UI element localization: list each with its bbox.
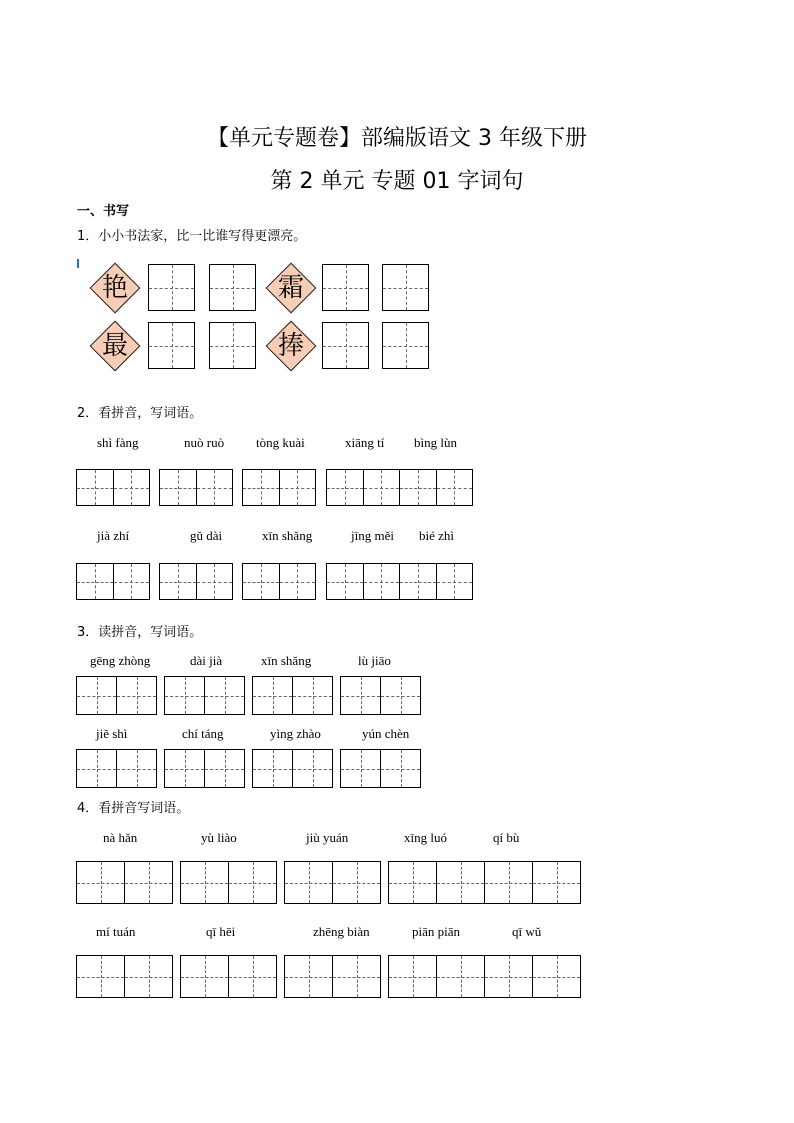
pinyin-label: dài jià	[190, 653, 223, 668]
writing-box[interactable]	[180, 955, 277, 998]
writing-box[interactable]	[159, 563, 233, 600]
model-char: 最	[101, 331, 128, 361]
model-char: 捧	[277, 331, 304, 361]
writing-box[interactable]	[242, 469, 316, 506]
writing-box[interactable]	[326, 563, 473, 600]
q3-prompt: 3．读拼音，写词语。	[77, 625, 203, 640]
writing-box[interactable]	[322, 322, 369, 369]
pinyin-label: bié zhì	[419, 528, 455, 543]
pinyin-label: piān piān	[412, 924, 461, 939]
model-char: 艳	[101, 273, 128, 303]
text-cursor	[77, 259, 79, 268]
writing-box[interactable]	[382, 322, 429, 369]
pinyin-label: xīn shǎng	[262, 528, 313, 543]
writing-box[interactable]	[148, 322, 195, 369]
writing-box[interactable]	[326, 469, 473, 506]
writing-box[interactable]	[388, 861, 581, 904]
writing-box[interactable]	[76, 861, 173, 904]
writing-box[interactable]	[159, 469, 233, 506]
writing-box[interactable]	[388, 955, 581, 998]
writing-box[interactable]	[242, 563, 316, 600]
pinyin-label: xīn shǎng	[261, 653, 312, 668]
pinyin-label: gēng zhòng	[90, 653, 151, 668]
writing-box[interactable]	[148, 264, 195, 311]
pinyin-label: shì fàng	[97, 435, 139, 450]
pinyin-label: yìng zhào	[270, 726, 321, 741]
pinyin-label: jīng měi	[351, 528, 394, 543]
writing-box[interactable]	[340, 749, 421, 788]
pinyin-label: yù liào	[201, 830, 237, 845]
pinyin-label: nuò ruò	[184, 435, 225, 450]
writing-box[interactable]	[322, 264, 369, 311]
pinyin-label: nà hǎn	[103, 830, 138, 845]
q1-prompt: 1．小小书法家，比一比谁写得更漂亮。	[77, 229, 307, 244]
pinyin-label: jiù yuán	[306, 830, 349, 845]
writing-box[interactable]	[209, 264, 256, 311]
writing-box[interactable]	[180, 861, 277, 904]
writing-box[interactable]	[164, 676, 245, 715]
pinyin-label: gǔ dài	[190, 528, 223, 543]
writing-box[interactable]	[164, 749, 245, 788]
page-title: 【单元专题卷】部编版语文 3 年级下册	[207, 126, 587, 151]
writing-box[interactable]	[284, 861, 381, 904]
writing-box[interactable]	[382, 264, 429, 311]
pinyin-label: xīng luó	[404, 830, 447, 845]
writing-box[interactable]	[76, 955, 173, 998]
pinyin-label: chí táng	[182, 726, 224, 741]
writing-box[interactable]	[252, 749, 333, 788]
pinyin-label: qí bù	[493, 830, 520, 845]
model-char: 霜	[277, 273, 304, 303]
writing-box[interactable]	[340, 676, 421, 715]
writing-box[interactable]	[209, 322, 256, 369]
pinyin-label: zhēng biàn	[313, 924, 370, 939]
pinyin-label: lù jiāo	[358, 653, 391, 668]
writing-box[interactable]	[252, 676, 333, 715]
writing-box[interactable]	[76, 563, 150, 600]
section-heading: 一、书写	[77, 204, 130, 219]
pinyin-label: yún chèn	[362, 726, 410, 741]
page-subtitle: 第 2 单元 专题 01 字词句	[270, 169, 524, 194]
pinyin-label: qī wǔ	[512, 924, 542, 939]
pinyin-label: jià zhí	[97, 528, 130, 543]
pinyin-label: qī hēi	[206, 924, 236, 939]
pinyin-label: jiě shì	[96, 726, 128, 741]
writing-box[interactable]	[76, 676, 157, 715]
writing-box[interactable]	[76, 749, 157, 788]
pinyin-label: tòng kuài	[256, 435, 305, 450]
pinyin-label: bìng lùn	[414, 435, 457, 450]
writing-box[interactable]	[284, 955, 381, 998]
pinyin-label: xiāng tí	[345, 435, 385, 450]
pinyin-label: mí tuán	[96, 924, 136, 939]
writing-box[interactable]	[76, 469, 150, 506]
q4-prompt: 4．看拼音写词语。	[77, 801, 190, 816]
q2-prompt: 2．看拼音，写词语。	[77, 406, 203, 421]
